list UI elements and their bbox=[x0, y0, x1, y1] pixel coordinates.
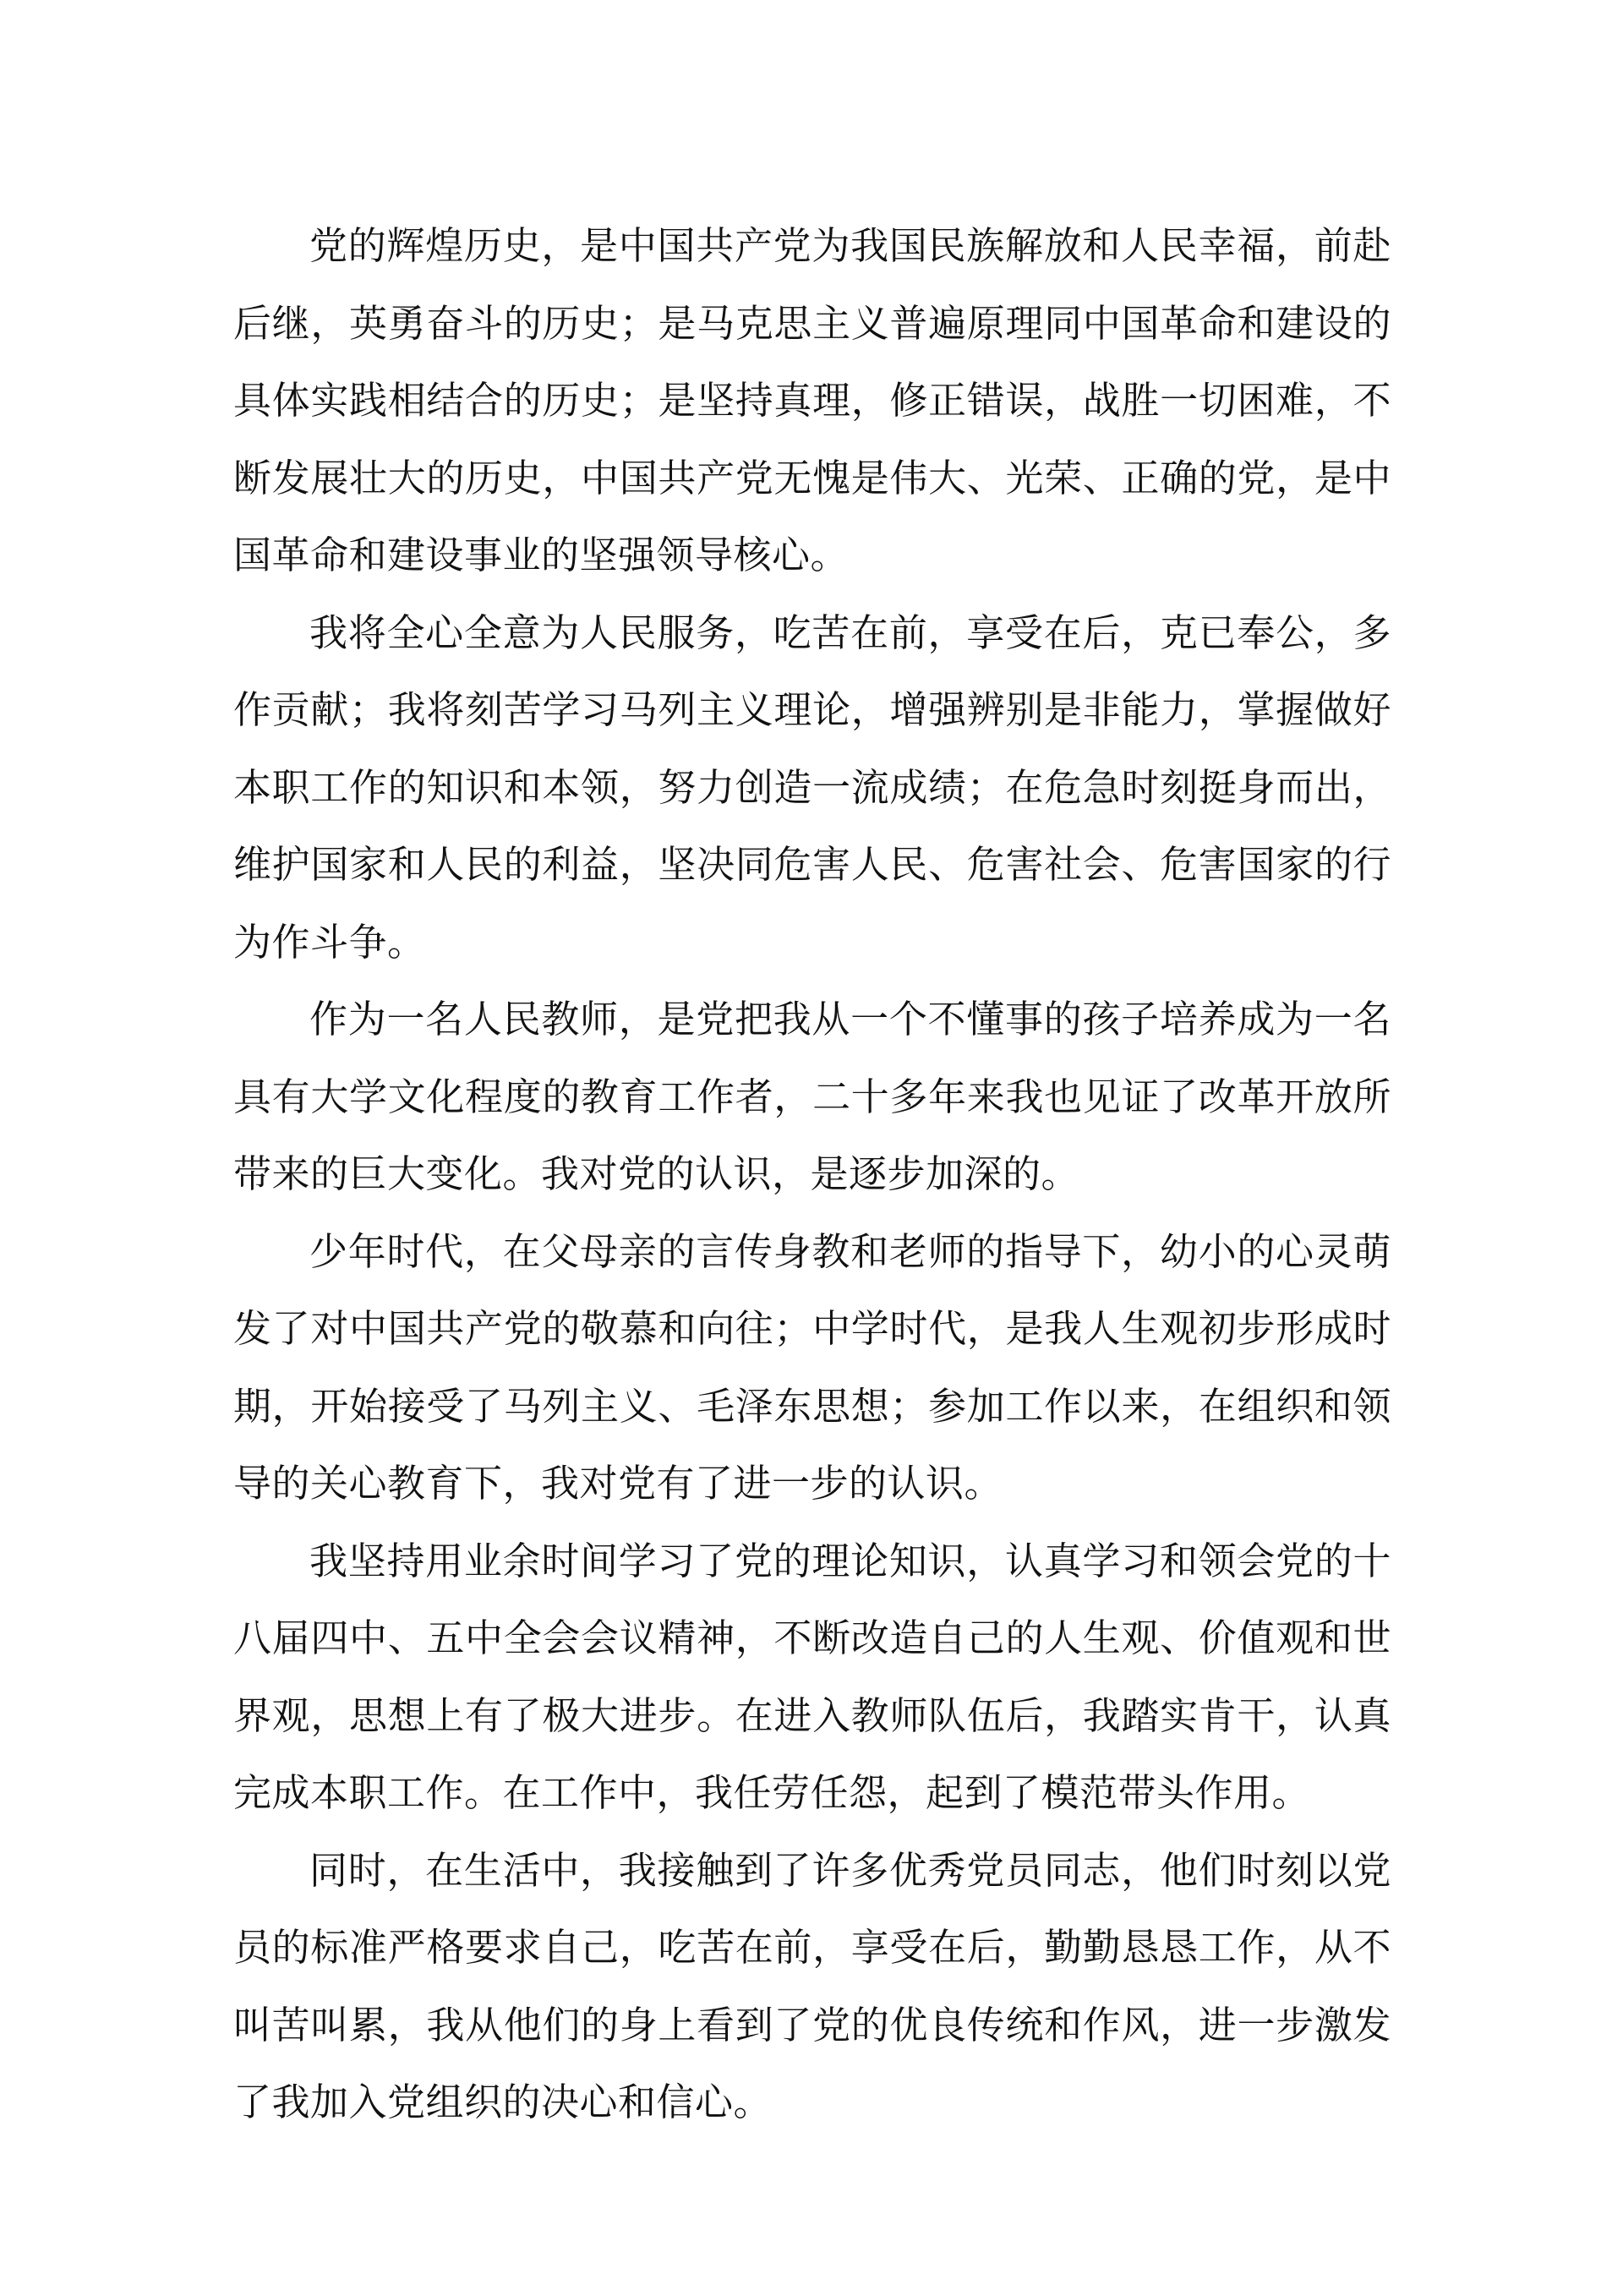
paragraph-service-pledge: 我将全心全意为人民服务，吃苦在前，享受在后，克已奉公，多作贡献；我将刻苦学习马列主义理论，增强辨别是非能力，掌握做好本职工作的知识和本领，努力创造一流成绩；在危急时刻挺身而出，维护国家和人民的利益，坚决同危害人民、危害社会、危害国家的行为作斗争。 bbox=[233, 610, 1391, 965]
paragraph-inspiration: 同时，在生活中，我接触到了许多优秀党员同志，他们时刻以党员的标准严格要求自己，吃苦在前，享受在后，勤勤恳恳工作，从不叫苦叫累，我从他们的身上看到了党的优良传统和作风，进一步激发了我加入党组织的决心和信心。 bbox=[233, 1847, 1391, 2124]
paragraph-growth-understanding: 少年时代，在父母亲的言传身教和老师的指导下，幼小的心灵萌发了对中国共产党的敬慕和向往；中学时代，是我人生观初步形成时期，开始接受了马列主义、毛泽东思想；参加工作以来，在组织和领导的关心教育下，我对党有了进一步的认识。 bbox=[233, 1228, 1391, 1506]
paragraph-teacher-experience: 作为一名人民教师，是党把我从一个不懂事的孩子培养成为一名具有大学文化程度的教育工作者，二十多年来我也见证了改革开放所带来的巨大变化。我对党的认识，是逐步加深的。 bbox=[233, 997, 1391, 1196]
paragraph-party-history: 党的辉煌历史，是中国共产党为我国民族解放和人民幸福，前赴后继，英勇奋斗的历史；是马克思主义普遍原理同中国革命和建设的具体实践相结合的历史；是坚持真理，修正错误，战胜一切困难，不断发展壮大的历史，中国共产党无愧是伟大、光荣、正确的党，是中国革命和建设事业的坚强领导核心。 bbox=[233, 223, 1391, 577]
paragraph-theory-study: 我坚持用业余时间学习了党的理论知识，认真学习和领会党的十八届四中、五中全会会议精神，不断改造自己的人生观、价值观和世界观，思想上有了极大进步。在进入教师队伍后，我踏实肯干，认真完成本职工作。在工作中，我任劳任怨，起到了模范带头作用。 bbox=[233, 1538, 1391, 1815]
document-body bbox=[233, 207, 1391, 2141]
